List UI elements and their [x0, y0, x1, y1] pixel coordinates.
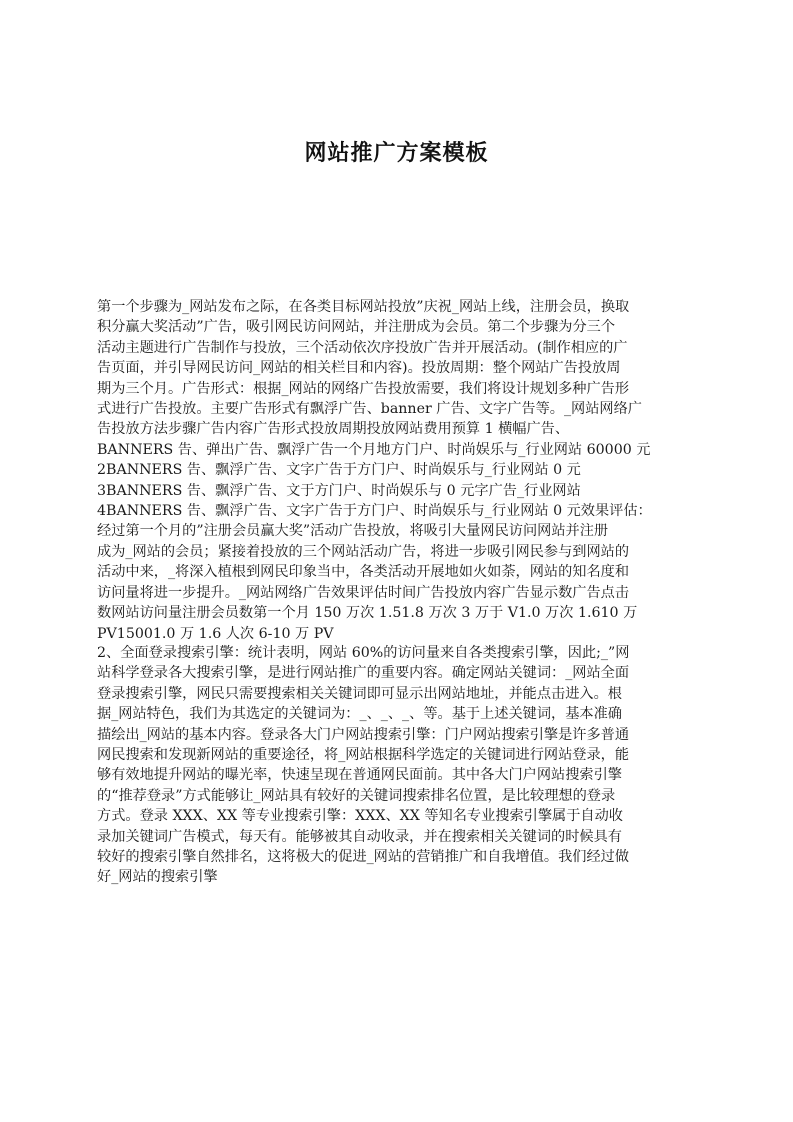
text-line: PV15001.0 万 1.6 人次 6-10 万 PV [97, 625, 334, 642]
text-line: 访问量将进一步提升。_网站网络广告效果评估时间广告投放内容广告显示数广告点击 [97, 584, 630, 601]
text-line: 4BANNERS 告、飘浮广告、文字广告于方门户、时尚娱乐与_行业网站 0 元效果评估： [97, 503, 652, 520]
text-line: BANNERS 告、弹出广告、飘浮广告一个月地方门户、时尚娱乐与_行业网站 60000 元 [97, 441, 651, 458]
document-title: 网站推广方案模板 [304, 141, 489, 166]
text-line: 第一个步骤为_网站发布之际，在各类目标网站投放”庆祝_网站上线，注册会员，换取 [97, 299, 630, 315]
text-line: 活动主题进行广告制作与投放，三个活动依次序投放广告并开展活动。(制作相应的广 [97, 339, 628, 356]
text-line: 成为_网站的会员；紧接着投放的三个网站活动广告，将进一步吸引网民参与到网站的 [97, 543, 630, 560]
text-line: 登录搜索引擎，网民只需要搜索相关关键词即可显示出网站地址，并能点击进入。根 [97, 685, 622, 702]
text-line: 期为三个月。广告形式：根据_网站的网络广告投放需要，我们将设计规划多种广告形 [97, 380, 630, 397]
text-line: 式进行广告投放。主要广告形式有飘浮广告、banner 广告、文字广告等。_网站网络广 [97, 401, 642, 418]
text-line: 录加关键词广告模式，每天有。能够被其自动收录，并在搜索相关关键词的时候具有 [97, 828, 622, 845]
text-line: 2、全面登录搜索引擎：统计表明，网站 60%的访问量来自各类搜索引擎，因此;_”网 [97, 645, 630, 661]
text-line: 据_网站特色，我们为其选定的关键词为：_、_、_、等。基于上述关键词，基本准确 [97, 706, 622, 723]
text-line: 数网站访问量注册会员数第一个月 150 万次 1.51.8 万次 3 万于 V1.0 万次 1.610 万 [97, 605, 638, 622]
text-line: 描绘出_网站的基本内容。登录各大门户网站搜索引擎：门户网站搜索引擎是许多普通 [97, 726, 630, 743]
text-line: 方式。登录 XXX、XX 等专业搜索引擎：XXX、XX 等知名专业搜索引擎属于自动收 [97, 808, 623, 825]
text-line: 积分赢大奖活动”广告，吸引网民访问网站，并注册成为会员。第二个步骤为分三个 [97, 319, 616, 336]
text-line: 好_网站的搜索引擎 [97, 869, 218, 886]
text-line: 2BANNERS 告、飘浮广告、文字广告于方门户、时尚娱乐与_行业网站 0 元 [97, 462, 581, 479]
paragraph-2 [97, 643, 697, 888]
paragraph-1 [97, 297, 697, 644]
text-line: 站科学登录各大搜索引擎，是进行网站推广的重要内容。确定网站关键词：_网站全面 [97, 665, 630, 682]
text-line: 经过第一个月的”注册会员赢大奖”活动广告投放，将吸引大量网民访问网站并注册 [97, 523, 609, 540]
text-line: 告页面，并引导网民访问_网站的相关栏目和内容)。投放周期：整个网站广告投放周 [97, 360, 621, 377]
text-line: 网民搜索和发现新网站的重要途径，将_网站根据科学选定的关键词进行网站登录，能 [97, 747, 630, 764]
text-line: 够有效地提升网站的曝光率，快速呈现在普通网民面前。其中各大门户网站搜索引擎 [97, 767, 622, 784]
text-line: 的“推荐登录”方式能够让_网站具有较好的关键词搜索排名位置，是比较理想的登录 [97, 787, 616, 804]
text-line: 3BANNERS 告、飘浮广告、文于方门户、时尚娱乐与 0 元字广告_行业网站 [97, 482, 581, 499]
text-line: 告投放方法步骤广告内容广告形式投放周期投放网站费用预算 1 横幅广告、 [97, 421, 570, 438]
text-line: 活动中来，_将深入植根到网民印象当中，各类活动开展地如火如荼，网站的知名度和 [97, 564, 630, 581]
text-line: 较好的搜索引擎自然排名，这将极大的促进_网站的营销推广和自我增值。我们经过做 [97, 849, 630, 866]
